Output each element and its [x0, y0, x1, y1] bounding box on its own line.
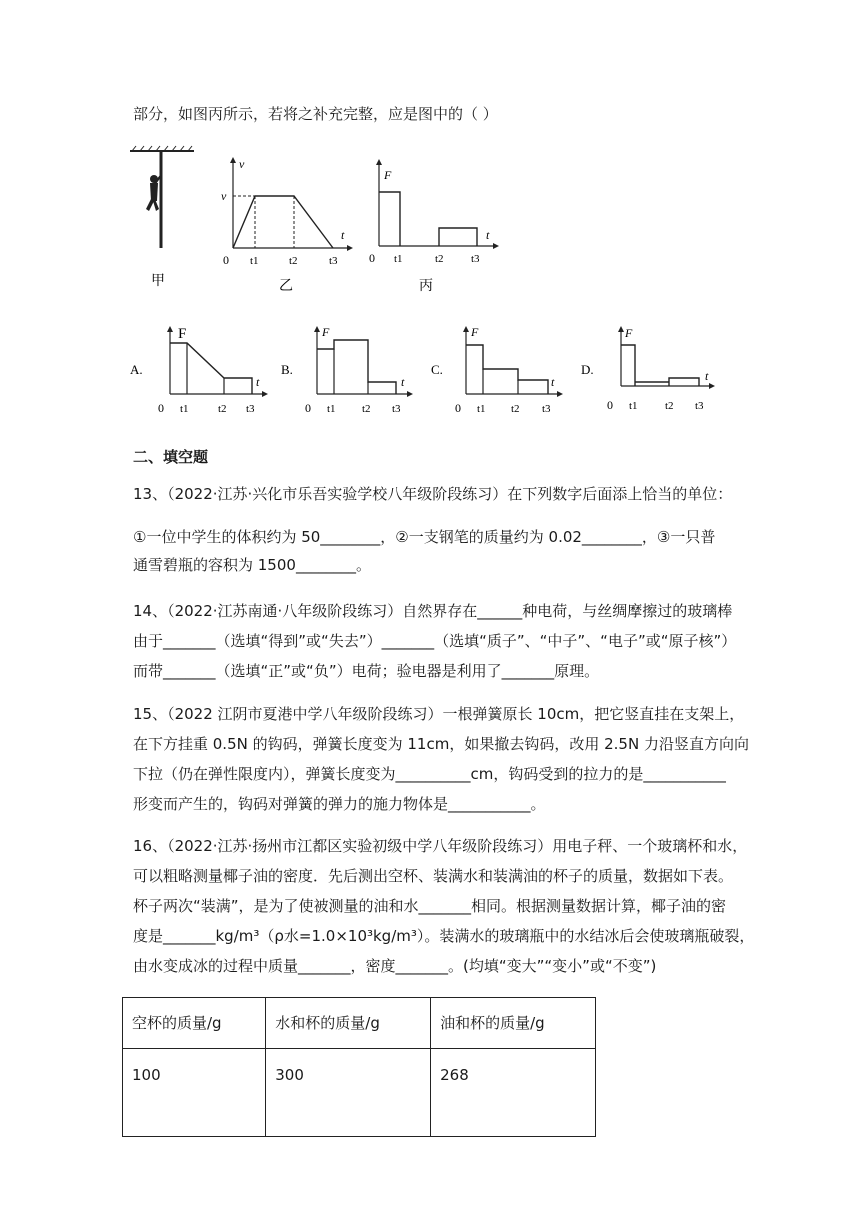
q16-line-3: 杯子两次“装满”，是为了使被测量的油和水_______相同。根据测量数据计算，椰子油的密: [133, 897, 727, 915]
svg-text:F: F: [384, 168, 392, 182]
table-header-cell: 水和杯的质量/g: [266, 998, 431, 1049]
q16-line-5: 由水变成冰的过程中质量_______，密度_______。(均填“变大”“变小”或“不变”): [133, 957, 657, 975]
svg-text:t3: t3: [695, 400, 704, 412]
mass-data-table: [122, 997, 596, 1137]
option-d: [581, 322, 726, 417]
table-header-cell: 空杯的质量/g: [123, 998, 266, 1049]
svg-text:0: 0: [369, 251, 375, 265]
table-header-cell: 油和杯的质量/g: [431, 998, 596, 1049]
figure-yi-vt-graph: [215, 155, 355, 295]
table-cell: 268: [431, 1049, 596, 1137]
svg-text:t1: t1: [477, 403, 486, 415]
option-a-letter: A.: [130, 362, 143, 377]
option-b-letter: B.: [281, 362, 293, 377]
svg-text:t3: t3: [392, 403, 401, 415]
figure-jia: [128, 145, 198, 295]
q12-tail-text: 部分，如图丙所示，若将之补充完整，应是图中的（ ）: [133, 105, 498, 123]
svg-text:F: F: [625, 326, 633, 340]
svg-text:t1: t1: [250, 255, 259, 267]
svg-text:F: F: [471, 325, 479, 339]
svg-text:0: 0: [223, 253, 229, 267]
q14-line-1: 14、（2022·江苏南通·八年级阶段练习）自然界存在______种电荷，与丝绸摩擦过的玻璃棒: [133, 602, 733, 620]
q16-line-4: 度是_______kg/m³（ρ水=1.0×10³kg/m³）。装满水的玻璃瓶中的水结冰后会使玻璃瓶破裂，: [133, 927, 755, 945]
svg-text:t1: t1: [394, 253, 403, 265]
table-cell: 300: [266, 1049, 431, 1137]
svg-text:t2: t2: [435, 253, 444, 265]
svg-text:t3: t3: [471, 253, 480, 265]
svg-text:t1: t1: [629, 400, 638, 412]
svg-text:t2: t2: [218, 403, 227, 415]
svg-text:0: 0: [455, 401, 461, 415]
svg-text:t1: t1: [327, 403, 336, 415]
svg-text:v: v: [239, 157, 245, 171]
svg-text:t1: t1: [180, 403, 189, 415]
svg-text:t: t: [551, 375, 555, 389]
q15-line-1: 15、（2022 江阴市夏港中学八年级阶段练习）一根弹簧原长 10cm，把它竖直挂在支架上，: [133, 705, 745, 723]
figure-bing-ft-graph: [365, 155, 505, 295]
q14-line-2: 由于_______（选填“得到”或“失去”）_______（选填“质子”、“中子”、“电子”或“原子核”）: [133, 632, 737, 650]
option-c: [431, 322, 576, 417]
option-c-letter: C.: [431, 362, 443, 377]
svg-text:t: t: [256, 375, 260, 389]
svg-text:t3: t3: [542, 403, 551, 415]
q14-line-3: 而带_______（选填“正”或“负”）电荷；验电器是利用了_______原理。: [133, 662, 600, 680]
q15-line-3: 下拉（仍在弹性限度内），弹簧长度变为__________cm，钩码受到的拉力的是___________: [133, 765, 726, 783]
q15-line-4: 形变而产生的，钩码对弹簧的弹力的施力物体是___________。: [133, 795, 546, 813]
table-row: [123, 1049, 596, 1137]
svg-text:t2: t2: [511, 403, 520, 415]
q16-line-2: 可以粗略测量椰子油的密度．先后测出空杯、装满水和装满油的杯子的质量，数据如下表。: [133, 867, 734, 885]
svg-text:0: 0: [305, 401, 311, 415]
climber-icon: [146, 175, 161, 211]
table-row: [123, 998, 596, 1049]
option-a: [130, 322, 275, 417]
svg-text:t: t: [341, 228, 345, 242]
q13-line-2: ①一位中学生的体积约为 50________，②一支钢笔的质量约为 0.02________，③一只普: [133, 528, 716, 546]
svg-text:t2: t2: [362, 403, 371, 415]
svg-text:F: F: [322, 325, 330, 339]
svg-text:t: t: [705, 369, 709, 383]
q16-line-1: 16、（2022·江苏·扬州市江都区实验初级中学八年级阶段练习）用电子秤、一个玻璃杯和水，: [133, 837, 748, 855]
bing-caption: 丙: [419, 279, 433, 294]
svg-text:t3: t3: [329, 255, 338, 267]
svg-text:t2: t2: [289, 255, 298, 267]
svg-text:F: F: [178, 326, 187, 342]
option-b: [281, 322, 426, 417]
table-cell: 100: [123, 1049, 266, 1137]
q13-line-3: 通雪碧瓶的容积为 1500________。: [133, 556, 371, 574]
section-heading: 二、填空题: [133, 448, 209, 466]
q15-line-2: 在下方挂重 0.5N 的钩码，弹簧长度变为 11cm，如果撤去钩码，改用 2.5N 力沿竖直方向向: [133, 735, 749, 753]
svg-text:0: 0: [607, 398, 613, 412]
svg-text:t: t: [486, 228, 490, 242]
svg-text:t3: t3: [246, 403, 255, 415]
q13-line-1: 13、（2022·江苏·兴化市乐吾实验学校八年级阶段练习）在下列数字后面添上恰当的单位：: [133, 485, 733, 503]
svg-text:0: 0: [158, 401, 164, 415]
svg-text:v: v: [221, 189, 227, 203]
svg-text:t2: t2: [665, 400, 674, 412]
option-d-letter: D.: [581, 362, 594, 377]
yi-caption: 乙: [279, 279, 293, 294]
jia-caption: 甲: [151, 274, 165, 289]
svg-text:t: t: [401, 375, 405, 389]
